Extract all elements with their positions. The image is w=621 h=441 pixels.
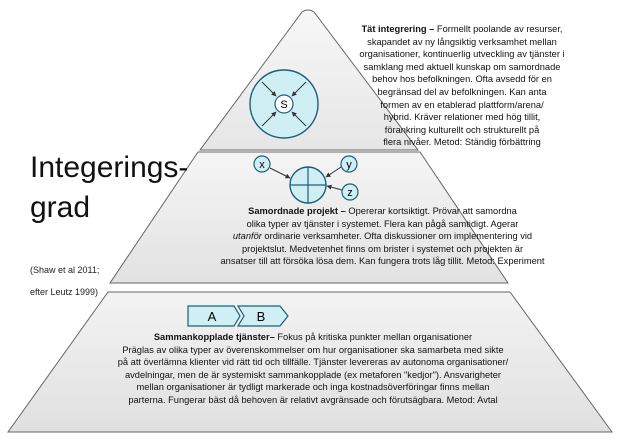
- mid-icon-letter-y: y: [346, 159, 352, 171]
- tier-middle-heading: Samordnade projekt: [248, 206, 339, 216]
- tier-top-text: Tät integrering – Formellt poolande av resurser, skapandet av ny långsiktig verksamhet mellan organisationer, kontinuerlig utveckling av tjänster i samklang med aktuell kunskap om samordnade behov hos befolkningen. Ofta avsedd för en begränsad del av befolkningen. Kan anta formen av en etablerad plattform/arena/ hybrid. Kräver relationer med hög tillit, förankring kulturellt och strukturellt på flera nivåer. Metod: Ständig förbättring: [359, 24, 565, 148]
- tier-middle-text: Samordnade projekt – Opererar kortsiktigt. Prövar att samordna olika typer av tjänster i systemet. Flera kan pågå samtidigt. Agerar utanför ordinarie verksamheter. Ofta diskussioner om implementering vid projektslut. Medvetenhet finns om brister i systemet och projekten är ansatser till att försöka lösa dem. Kan fungera trots låg tillit. Metod: Experiment: [220, 206, 545, 267]
- source-line-1: (Shaw et al 2011;: [30, 265, 100, 275]
- tier-bottom-heading: Sammankopplade tjänster: [153, 332, 270, 342]
- source-line-2: efter Leutz 1999): [30, 287, 99, 297]
- title-line-1: Integerings-: [30, 151, 189, 184]
- tier-top-heading: Tät integrering: [361, 24, 427, 34]
- title-line-2: grad: [30, 191, 91, 224]
- top-icon-letter: S: [280, 99, 288, 111]
- diagram-title: [30, 148, 188, 228]
- tier-bottom-text: Sammankopplade tjänster– Fokus på kritiska punkter mellan organisationer Präglas av olika typer av överenskommelser om hur organisationer ska samarbeta med sikte på att överlämna klienter vid rätt tid och tillfälle. Tjänster levereras av autonoma organisationer/ avdelningar, men de är systemiskt sammankopplade (ex metaforen "kedjor"). Ansvarigheter mellan organisationer är tydligt markerade och inga kostnadsöverföringar finns mellan parterna. Fungerar bäst då behoven är relativt avgränsade och förutsägbara. Metod: Avtal: [117, 332, 509, 405]
- chevron-letter-a: A: [207, 309, 217, 324]
- mid-icon-letter-z: z: [347, 187, 353, 199]
- mid-icon-letter-x: x: [259, 159, 265, 171]
- chevron-letter-b: B: [256, 309, 266, 324]
